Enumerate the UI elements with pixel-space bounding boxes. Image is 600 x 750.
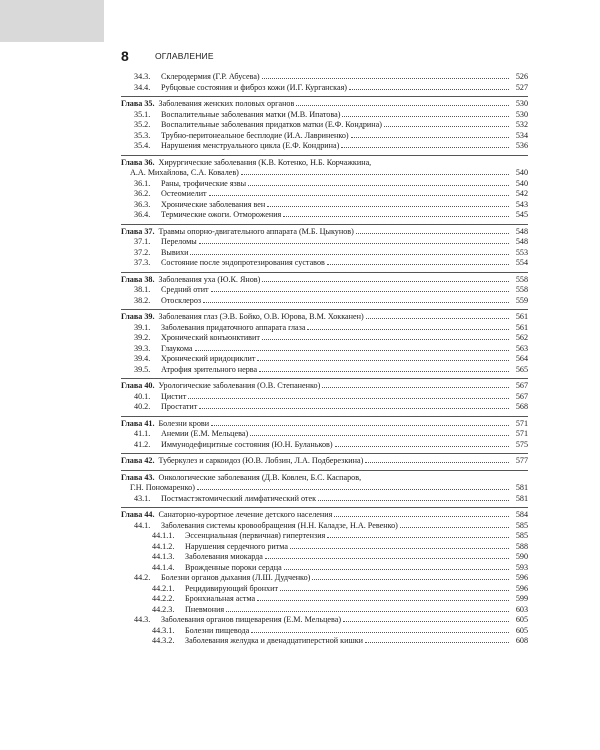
toc-entry-number: 44.1.2.: [152, 541, 175, 551]
toc-entry-number: 39.3.: [134, 343, 151, 353]
chapter-separator: [121, 224, 528, 225]
toc-entry-page: 530: [515, 99, 528, 108]
toc-entry-title: Заболевания женских половых органов: [158, 99, 295, 108]
toc-entry-number: Глава 35.: [121, 99, 155, 108]
toc-entry-number: 44.3.: [134, 615, 151, 624]
toc-entry-page: 548: [515, 226, 528, 236]
toc-entry-number: 41.1.: [134, 429, 151, 438]
dot-leader: [280, 590, 509, 591]
page-number: 8: [121, 48, 129, 64]
toc-chapter-entry[interactable]: [121, 456, 528, 467]
toc-entry-page: 568: [515, 402, 528, 411]
toc-entry-page: 596: [515, 573, 528, 582]
toc-entry[interactable]: [121, 636, 528, 647]
dot-leader: [248, 185, 509, 186]
dot-leader: [366, 318, 509, 319]
toc-entry[interactable]: [121, 494, 528, 505]
toc-entry-page: 545: [515, 210, 528, 219]
toc-entry-number: 44.2.3.: [152, 604, 175, 614]
toc-entry-number: Глава 42.: [121, 456, 155, 465]
toc-entry-page: 562: [515, 333, 528, 342]
toc-entry-title: Заболевания миокарда: [185, 552, 263, 561]
toc-entry-number: 44.1.4.: [152, 562, 175, 572]
toc-entry-page: 599: [515, 594, 528, 603]
toc-entry-title: Переломы: [161, 237, 197, 246]
toc-entry-title: Средний отит: [161, 285, 209, 294]
dot-leader: [250, 435, 509, 436]
toc-entry-number: 44.2.1.: [152, 583, 175, 593]
dot-leader: [211, 291, 509, 292]
dot-leader: [262, 281, 509, 282]
toc-entry-title: Травмы опорно-двигательного аппарата (М.Б. Цыкунов): [158, 226, 354, 236]
toc-entry[interactable]: [121, 333, 528, 344]
dot-leader: [307, 329, 509, 330]
toc-entry-page: 584: [515, 510, 528, 519]
toc-entry[interactable]: [121, 605, 528, 616]
toc-entry-page: 553: [515, 247, 528, 257]
chapter-separator: [121, 453, 528, 454]
toc-entry[interactable]: [121, 402, 528, 413]
toc-entry-title: Рубцовые состояния и фиброз кожи (И.Г. Курганская): [161, 82, 348, 92]
toc-entry-page: 527: [515, 82, 528, 92]
toc-entry-title: Трубно-перитонеальное бесплодие (И.А. Лавриненко): [161, 130, 349, 140]
toc-entry[interactable]: [121, 168, 528, 179]
toc-entry-title: Остеомиелит: [161, 189, 207, 198]
dot-leader: [199, 408, 509, 409]
toc-entry-number: 41.2.: [134, 439, 151, 449]
toc-entry-page: 554: [515, 258, 528, 267]
toc-entry-title: Атрофия зрительного нерва: [161, 364, 258, 374]
toc-entry-title: Хронический иридоциклит: [161, 354, 256, 363]
dot-leader: [262, 339, 509, 340]
dot-leader: [356, 233, 509, 234]
toc-entry-page: 577: [515, 456, 528, 465]
toc-entry[interactable]: [121, 210, 528, 221]
dot-leader: [349, 89, 509, 90]
toc-entry[interactable]: [121, 72, 528, 83]
dot-leader: [342, 116, 509, 117]
toc-entry-title: Термические ожоги. Отморожения: [161, 210, 282, 219]
dot-leader: [251, 632, 509, 633]
toc-entry-page: 605: [515, 615, 528, 624]
toc-chapter-entry[interactable]: [121, 381, 528, 392]
toc-entry[interactable]: [121, 285, 528, 296]
toc-entry-title: Воспалительные заболевания придатков матки (Е.Ф. Кондрина): [161, 120, 382, 129]
dot-leader: [322, 387, 509, 388]
toc-entry-page: 593: [515, 562, 528, 572]
toc-entry-page: 590: [515, 552, 528, 561]
toc-entry-title: Пневмония: [185, 604, 225, 614]
toc-entry-number: 39.1.: [134, 322, 151, 332]
toc-chapter-entry[interactable]: [121, 275, 528, 286]
toc-entry[interactable]: [121, 584, 528, 595]
toc-entry-title: Анемии (Е.М. Мельцева): [161, 429, 249, 438]
toc-entry-number: 35.3.: [134, 130, 151, 140]
table-of-contents: [121, 72, 528, 647]
side-tab-decoration: [0, 0, 104, 42]
dot-leader: [262, 78, 509, 79]
toc-entry-page: 543: [515, 199, 528, 209]
dot-leader: [343, 621, 509, 622]
dot-leader: [365, 462, 509, 463]
dot-leader: [318, 500, 509, 501]
toc-chapter-entry[interactable]: [121, 99, 528, 110]
toc-entry[interactable]: [121, 483, 528, 494]
toc-chapter-entry[interactable]: [121, 419, 528, 430]
toc-entry-title: Раны, трофические язвы: [161, 178, 247, 188]
toc-entry-title: Состояние после эндопротезирования суставов: [161, 258, 325, 267]
toc-entry-number: 36.3.: [134, 199, 151, 209]
toc-entry-number: 44.1.3.: [152, 552, 175, 561]
toc-entry-number: Глава 38.: [121, 274, 155, 284]
toc-entry-number: Глава 40.: [121, 381, 155, 390]
toc-entry-title: Нарушения менструального цикла (Е.Ф. Кондрина): [161, 141, 340, 150]
toc-entry-page: 559: [515, 295, 528, 305]
toc-entry-title: Рецидивирующий бронхит: [185, 583, 279, 593]
toc-entry-page: 605: [515, 625, 528, 635]
toc-entry-number: 44.2.2.: [152, 594, 175, 603]
running-title: ОГЛАВЛЕНИЕ: [155, 51, 214, 61]
toc-entry-number: 36.2.: [134, 189, 151, 198]
toc-entry-number: 44.1.1.: [152, 531, 175, 540]
toc-entry[interactable]: [121, 354, 528, 365]
toc-chapter-entry[interactable]: [121, 312, 528, 323]
toc-entry-number: 39.5.: [134, 364, 151, 374]
toc-entry-title: Постмастэктомический лимфатический отек: [161, 493, 317, 503]
toc-entry[interactable]: [121, 594, 528, 605]
toc-entry-page: 530: [515, 109, 528, 119]
toc-entry-title: Иммунодефицитные состояния (Ю.Н. Буланьков): [161, 439, 333, 449]
chapter-separator: [121, 507, 528, 508]
toc-entry-page: 575: [515, 439, 528, 449]
toc-entry-title: Г.Н. Пономаренко): [130, 483, 195, 492]
toc-entry-title: Хронические заболевания вен: [161, 199, 266, 209]
toc-entry-number: Глава 44.: [121, 510, 155, 519]
toc-entry-number: 40.2.: [134, 402, 151, 411]
toc-entry[interactable]: [121, 120, 528, 131]
toc-entry-number: 44.2.: [134, 573, 151, 582]
toc-entry-page: 540: [515, 168, 528, 177]
toc-entry-title: Простатит: [161, 402, 198, 411]
dot-leader: [211, 425, 509, 426]
toc-entry-number: 35.4.: [134, 141, 151, 150]
toc-entry[interactable]: [121, 531, 528, 542]
dot-leader: [259, 371, 509, 372]
dot-leader: [195, 350, 509, 351]
toc-entry-number: 39.4.: [134, 354, 151, 363]
toc-entry-title: Глаукома: [161, 343, 193, 353]
dot-leader: [290, 548, 509, 549]
toc-entry-number: Глава 39.: [121, 312, 155, 321]
toc-entry-title: Бронхиальная астма: [185, 594, 256, 603]
toc-entry-title: Вывихи: [161, 247, 189, 257]
dot-leader: [209, 195, 509, 196]
toc-entry-page: 565: [515, 364, 528, 374]
toc-entry-title: Заболевания желудка и двенадцатиперстной кишки: [185, 636, 363, 645]
dot-leader: [351, 137, 509, 138]
toc-entry-title: Заболевания уха (Ю.К. Янов): [158, 274, 261, 284]
toc-entry[interactable]: [121, 563, 528, 574]
dot-leader: [267, 206, 509, 207]
dot-leader: [365, 642, 509, 643]
toc-entry[interactable]: [121, 429, 528, 440]
toc-entry-title: Санаторно-курортное лечение детского населения: [158, 510, 333, 519]
chapter-separator: [121, 309, 528, 310]
toc-entry-page: 581: [515, 493, 528, 503]
toc-entry-number: 44.1.: [134, 520, 151, 530]
toc-entry-number: 37.2.: [134, 247, 151, 257]
toc-entry-page: 558: [515, 274, 528, 284]
toc-entry-title: Склеродермия (Г.Р. Абусева): [161, 72, 260, 81]
toc-entry-page: 540: [515, 178, 528, 188]
dot-leader: [283, 216, 509, 217]
toc-entry-title: Хронический конъюнктивит: [161, 333, 260, 342]
chapter-separator: [121, 272, 528, 273]
toc-entry-page: 585: [515, 520, 528, 530]
toc-entry-title: Болезни органов дыхания (Л.Ш. Дудченко): [161, 573, 311, 582]
page-header: [121, 48, 540, 68]
toc-entry-number: 34.4.: [134, 82, 151, 92]
toc-entry-number: Глава 41.: [121, 418, 155, 428]
toc-entry[interactable]: [121, 323, 528, 334]
toc-entry-title: Онкологические заболевания (Д.В. Ковлен, Б.С. Каспаров,: [158, 472, 362, 482]
toc-entry-number: 44.3.2.: [152, 636, 175, 645]
toc-entry-number: 44.3.1.: [152, 625, 175, 635]
dot-leader: [327, 264, 509, 265]
dot-leader: [327, 537, 509, 538]
dot-leader: [241, 174, 509, 175]
toc-entry-number: 38.1.: [134, 285, 151, 294]
toc-entry[interactable]: [121, 237, 528, 248]
toc-chapter-entry[interactable]: [121, 227, 528, 238]
chapter-separator: [121, 155, 528, 156]
toc-entry-page: 603: [515, 604, 528, 614]
toc-entry-title: Отосклероз: [161, 295, 202, 305]
toc-entry[interactable]: [121, 542, 528, 553]
toc-entry-page: 588: [515, 541, 528, 551]
dot-leader: [312, 579, 509, 580]
toc-entry-number: 35.2.: [134, 120, 151, 129]
toc-entry-number: 38.2.: [134, 295, 151, 305]
toc-entry-page: 558: [515, 285, 528, 294]
toc-entry[interactable]: [121, 258, 528, 269]
toc-entry[interactable]: [121, 141, 528, 152]
toc-entry-page: 571: [515, 418, 528, 428]
toc-entry-number: 40.1.: [134, 391, 151, 401]
toc-entry-number: 36.1.: [134, 178, 151, 188]
toc-entry-number: Глава 37.: [121, 226, 155, 236]
toc-entry[interactable]: [121, 392, 528, 403]
toc-entry-title: Врожденные пороки сердца: [185, 562, 282, 572]
toc-entry-title: Эссенциальная (первичная) гипертензия: [185, 531, 326, 540]
toc-entry[interactable]: [121, 615, 528, 626]
toc-entry-title: Болезни крови: [158, 418, 210, 428]
toc-entry-title: Цистит: [161, 391, 187, 401]
dot-leader: [226, 611, 509, 612]
toc-entry-number: 37.1.: [134, 237, 151, 246]
toc-entry-page: 526: [515, 72, 528, 81]
toc-entry-title: Заболевания глаз (Э.В. Бойко, О.В. Юрова, В.М. Хокканен): [158, 312, 364, 321]
toc-chapter-entry[interactable]: [121, 473, 528, 484]
dot-leader: [199, 243, 509, 244]
dot-leader: [400, 527, 509, 528]
dot-leader: [284, 569, 509, 570]
toc-entry[interactable]: [121, 573, 528, 584]
chapter-separator: [121, 470, 528, 471]
toc-entry-number: Глава 36.: [121, 157, 155, 167]
toc-entry[interactable]: [121, 626, 528, 637]
toc-entry[interactable]: [121, 110, 528, 121]
toc-entry[interactable]: [121, 344, 528, 355]
dot-leader: [341, 147, 509, 148]
dot-leader: [197, 489, 509, 490]
toc-entry-title: Заболевания органов пищеварения (Е.М. Мельцева): [161, 615, 342, 624]
toc-entry-page: 581: [515, 483, 528, 492]
dot-leader: [257, 600, 509, 601]
toc-entry-page: 548: [515, 237, 528, 246]
toc-entry-title: Воспалительные заболевания матки (М.В. Ипатова): [161, 109, 341, 119]
toc-entry[interactable]: [121, 200, 528, 211]
dot-leader: [384, 126, 509, 127]
dot-leader: [188, 398, 509, 399]
toc-entry[interactable]: [121, 521, 528, 532]
toc-entry-page: 536: [515, 141, 528, 150]
toc-entry-title: Урологические заболевания (О.В. Степаненко): [158, 381, 321, 390]
toc-entry[interactable]: [121, 83, 528, 94]
toc-entry[interactable]: [121, 552, 528, 563]
toc-entry-number: 43.1.: [134, 493, 151, 503]
toc-entry-page: 563: [515, 343, 528, 353]
dot-leader: [257, 360, 509, 361]
toc-entry[interactable]: [121, 248, 528, 259]
toc-entry-page: 608: [515, 636, 528, 645]
toc-entry-page: 561: [515, 312, 528, 321]
dot-leader: [335, 446, 509, 447]
toc-entry-number: 36.4.: [134, 210, 151, 219]
toc-entry-page: 571: [515, 429, 528, 438]
toc-entry-page: 564: [515, 354, 528, 363]
toc-entry[interactable]: [121, 296, 528, 307]
toc-entry-page: 532: [515, 120, 528, 129]
toc-entry-title: Хирургические заболевания (К.В. Котенко, Н.Б. Корчажкина,: [158, 157, 372, 167]
toc-entry[interactable]: [121, 131, 528, 142]
toc-entry-title: Туберкулез и саркоидоз (Ю.В. Лобзин, Л.А. Подберезкина): [158, 456, 364, 465]
dot-leader: [190, 254, 509, 255]
toc-entry[interactable]: [121, 189, 528, 200]
toc-entry-page: 561: [515, 322, 528, 332]
toc-entry-number: 35.1.: [134, 109, 151, 119]
toc-entry-page: 542: [515, 189, 528, 198]
toc-chapter-entry[interactable]: [121, 510, 528, 521]
toc-entry-number: 34.3.: [134, 72, 151, 81]
toc-entry-page: 596: [515, 583, 528, 593]
toc-entry-title: Нарушения сердечного ритма: [185, 541, 288, 551]
dot-leader: [296, 105, 509, 106]
toc-entry-number: 39.2.: [134, 333, 151, 342]
toc-entry-page: 585: [515, 531, 528, 540]
toc-entry[interactable]: [121, 365, 528, 376]
toc-entry-title: Болезни пищевода: [185, 625, 250, 635]
toc-entry-title: Заболевания системы кровообращения (Н.Н. Каладзе, Н.А. Ревенко): [161, 520, 398, 530]
chapter-separator: [121, 416, 528, 417]
dot-leader: [203, 302, 509, 303]
toc-entry-title: Заболевания придаточного аппарата глаза: [161, 322, 306, 332]
toc-entry-page: 567: [515, 391, 528, 401]
toc-entry-number: 37.3.: [134, 258, 151, 267]
toc-entry[interactable]: [121, 440, 528, 451]
toc-entry[interactable]: [121, 179, 528, 190]
chapter-separator: [121, 378, 528, 379]
dot-leader: [334, 516, 509, 517]
toc-entry-number: Глава 43.: [121, 472, 155, 482]
chapter-separator: [121, 96, 528, 97]
toc-entry-page: 534: [515, 130, 528, 140]
toc-entry-page: 567: [515, 381, 528, 390]
toc-entry-title: А.А. Михайлова, С.А. Ковалев): [130, 168, 239, 177]
toc-chapter-entry[interactable]: [121, 158, 528, 169]
dot-leader: [265, 558, 509, 559]
